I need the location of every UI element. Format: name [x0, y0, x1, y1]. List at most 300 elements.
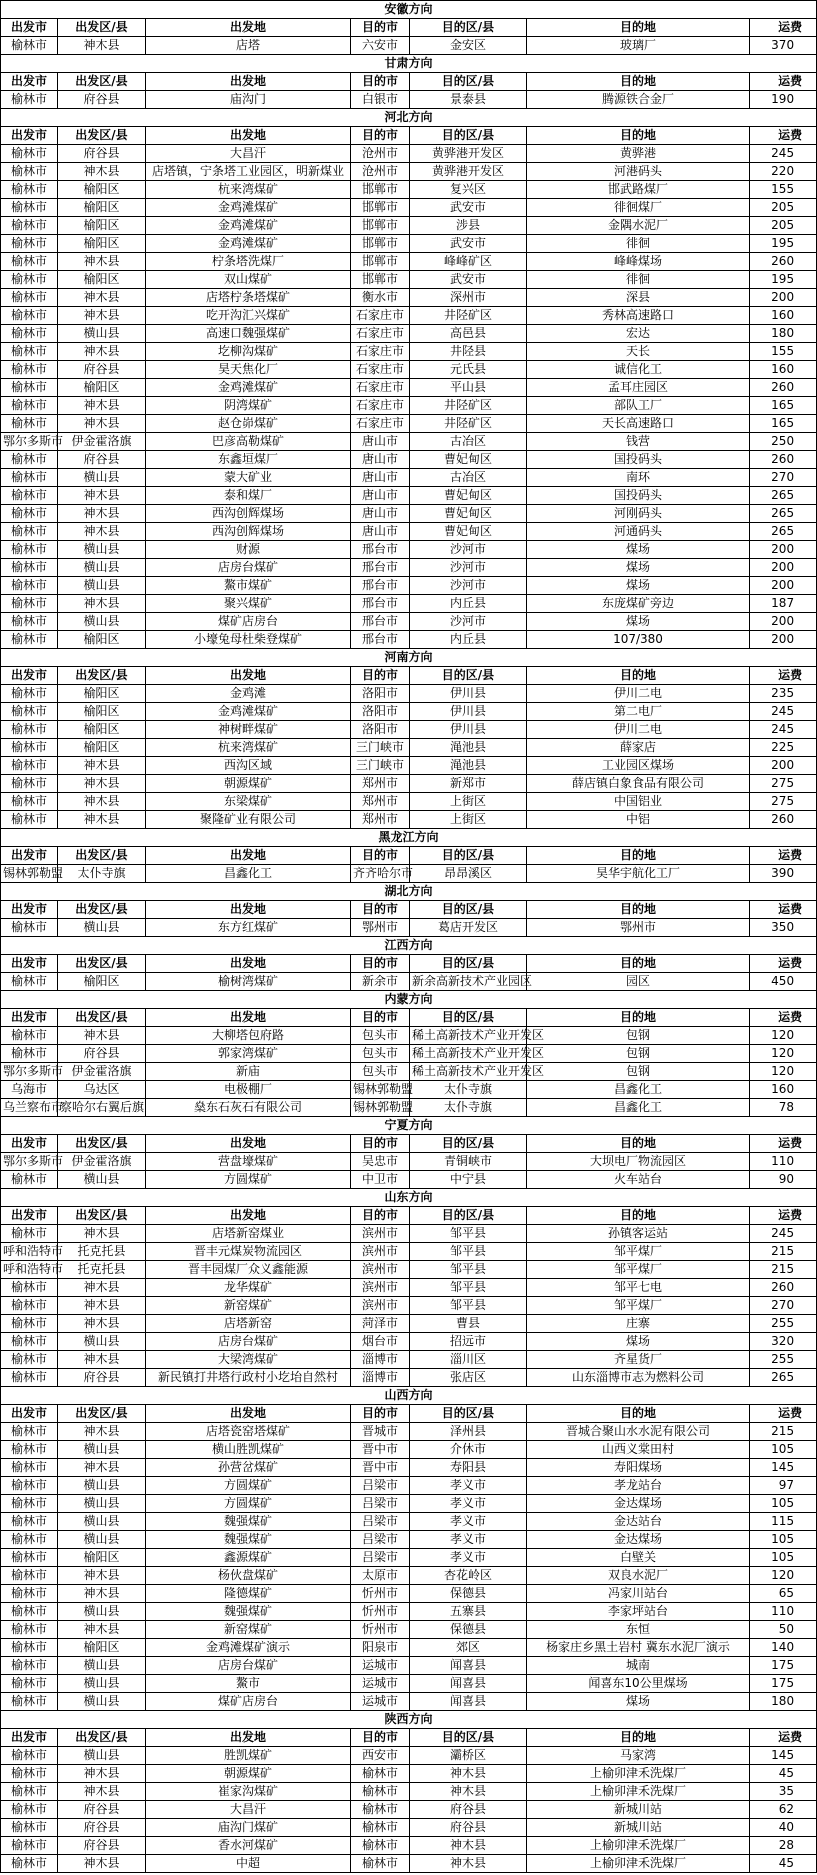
cell-origin-place: 方圆煤矿: [146, 1495, 351, 1513]
column-header-dest-district: 目的区/县: [410, 1009, 527, 1027]
cell-origin-place: 晋丰元煤炭物流园区: [146, 1243, 351, 1261]
cell-dest-place: 宏达: [527, 325, 750, 343]
cell-origin-city: 榆林市: [1, 1441, 58, 1459]
region-heading-row: [1, 1117, 817, 1135]
cell-freight-fee: 390: [750, 865, 817, 883]
cell-dest-place: 上榆卯津禾洗煤厂: [527, 1783, 750, 1801]
cell-origin-city: 榆林市: [1, 919, 58, 937]
cell-freight-fee: 140: [750, 1639, 817, 1657]
cell-dest-district: 闻喜县: [410, 1693, 527, 1711]
cell-origin-city: 榆林市: [1, 793, 58, 811]
column-header-dest-district: 目的区/县: [410, 19, 527, 37]
cell-dest-district: 五寨县: [410, 1603, 527, 1621]
cell-origin-place: 店房台煤矿: [146, 1657, 351, 1675]
cell-dest-city: 烟台市: [351, 1333, 410, 1351]
cell-freight-fee: 120: [750, 1063, 817, 1081]
column-header-origin-district: 出发区/县: [58, 847, 146, 865]
table-row: [1, 1459, 817, 1477]
cell-origin-place: 泰和煤厂: [146, 487, 351, 505]
cell-origin-district: 神木县: [58, 1585, 146, 1603]
table-row: [1, 145, 817, 163]
cell-dest-place: 伊川二电: [527, 721, 750, 739]
cell-dest-city: 唐山市: [351, 433, 410, 451]
cell-dest-city: 运城市: [351, 1675, 410, 1693]
cell-dest-district: 保德县: [410, 1585, 527, 1603]
column-header-origin-place: 出发地: [146, 667, 351, 685]
column-header-origin-city: 出发市: [1, 955, 58, 973]
column-header-origin-city: 出发市: [1, 127, 58, 145]
cell-origin-district: 神木县: [58, 1297, 146, 1315]
column-header-origin-city: 出发市: [1, 73, 58, 91]
cell-origin-city: 榆林市: [1, 1819, 58, 1837]
cell-origin-district: 神木县: [58, 523, 146, 541]
table-row: [1, 685, 817, 703]
cell-dest-place: 深县: [527, 289, 750, 307]
column-header-origin-city: 出发市: [1, 1207, 58, 1225]
cell-dest-place: 大坝电厂物流园区: [527, 1153, 750, 1171]
table-row: [1, 721, 817, 739]
cell-freight-fee: 28: [750, 1837, 817, 1855]
column-header-origin-place: 出发地: [146, 1009, 351, 1027]
cell-dest-district: 上街区: [410, 811, 527, 829]
cell-origin-district: 榆阳区: [58, 703, 146, 721]
cell-freight-fee: 90: [750, 1171, 817, 1189]
cell-origin-place: 鰲市: [146, 1675, 351, 1693]
region-heading-row: [1, 109, 817, 127]
cell-origin-place: 郭家湾煤矿: [146, 1045, 351, 1063]
cell-origin-place: 魏强煤矿: [146, 1513, 351, 1531]
column-header-freight-fee: 运费: [750, 901, 817, 919]
cell-dest-city: 西安市: [351, 1747, 410, 1765]
column-header-dest-city: 目的市: [351, 19, 410, 37]
table-row: [1, 1801, 817, 1819]
cell-freight-fee: 145: [750, 1747, 817, 1765]
cell-origin-district: 榆阳区: [58, 1549, 146, 1567]
column-header-freight-fee: 运费: [750, 1405, 817, 1423]
cell-dest-city: 滨州市: [351, 1261, 410, 1279]
cell-dest-city: 吕梁市: [351, 1495, 410, 1513]
cell-origin-district: 托克托县: [58, 1243, 146, 1261]
column-header-dest-city: 目的市: [351, 1729, 410, 1747]
cell-dest-district: 闻喜县: [410, 1675, 527, 1693]
cell-dest-place: 伊川二电: [527, 685, 750, 703]
table-row: [1, 1603, 817, 1621]
cell-origin-district: 榆阳区: [58, 271, 146, 289]
table-row: [1, 1513, 817, 1531]
cell-origin-district: 榆阳区: [58, 631, 146, 649]
cell-origin-city: 榆林市: [1, 1297, 58, 1315]
cell-origin-district: 榆阳区: [58, 1639, 146, 1657]
table-row: [1, 1549, 817, 1567]
cell-dest-place: 上榆卯津禾洗煤厂: [527, 1765, 750, 1783]
cell-dest-place: 煤场: [527, 1333, 750, 1351]
cell-dest-place: 冯家川站台: [527, 1585, 750, 1603]
cell-dest-city: 菏泽市: [351, 1315, 410, 1333]
cell-origin-city: 榆林市: [1, 1837, 58, 1855]
column-header-dest-city: 目的市: [351, 73, 410, 91]
column-header-origin-city: 出发市: [1, 19, 58, 37]
cell-origin-place: 店房台煤矿: [146, 559, 351, 577]
cell-dest-district: 内丘县: [410, 631, 527, 649]
cell-dest-place: 新城川站: [527, 1819, 750, 1837]
column-header-origin-district: 出发区/县: [58, 73, 146, 91]
cell-dest-district: 上街区: [410, 793, 527, 811]
cell-dest-city: 石家庄市: [351, 415, 410, 433]
region-heading-row: [1, 991, 817, 1009]
table-row: [1, 1279, 817, 1297]
cell-origin-city: 榆林市: [1, 1495, 58, 1513]
column-header-origin-place: 出发地: [146, 955, 351, 973]
column-header-dest-city: 目的市: [351, 667, 410, 685]
cell-dest-place: 河通码头: [527, 523, 750, 541]
cell-origin-place: 榆树湾煤矿: [146, 973, 351, 991]
cell-origin-district: 神木县: [58, 163, 146, 181]
cell-dest-place: 昌鑫化工: [527, 1081, 750, 1099]
column-header-origin-district: 出发区/县: [58, 1009, 146, 1027]
cell-origin-city: 呼和浩特市: [1, 1243, 58, 1261]
cell-origin-city: 鄂尔多斯市: [1, 1063, 58, 1081]
cell-origin-district: 府谷县: [58, 1045, 146, 1063]
cell-freight-fee: 155: [750, 181, 817, 199]
cell-origin-place: 双山煤矿: [146, 271, 351, 289]
cell-dest-place: 东恒: [527, 1621, 750, 1639]
cell-dest-place: 金达煤场: [527, 1531, 750, 1549]
cell-origin-place: 金鸡滩煤矿: [146, 217, 351, 235]
cell-dest-place: 园区: [527, 973, 750, 991]
column-header-dest-place: 目的地: [527, 847, 750, 865]
cell-origin-district: 横山县: [58, 1531, 146, 1549]
cell-dest-place: 第二电厂: [527, 703, 750, 721]
cell-dest-city: 滨州市: [351, 1297, 410, 1315]
cell-origin-district: 榆阳区: [58, 739, 146, 757]
cell-origin-district: 察哈尔右翼后旗: [58, 1099, 146, 1117]
cell-freight-fee: 215: [750, 1423, 817, 1441]
cell-dest-place: 煤场: [527, 559, 750, 577]
cell-origin-district: 太仆寺旗: [58, 865, 146, 883]
cell-dest-city: 六安市: [351, 37, 410, 55]
table-row: [1, 793, 817, 811]
cell-dest-city: 石家庄市: [351, 379, 410, 397]
cell-origin-district: 神木县: [58, 1783, 146, 1801]
cell-freight-fee: 200: [750, 577, 817, 595]
column-header-dest-place: 目的地: [527, 127, 750, 145]
table-row: [1, 91, 817, 109]
cell-origin-place: 庙沟门: [146, 91, 351, 109]
table-row: [1, 613, 817, 631]
table-row: [1, 217, 817, 235]
cell-origin-district: 神木县: [58, 1765, 146, 1783]
cell-dest-place: 齐星货厂: [527, 1351, 750, 1369]
table-row: [1, 1531, 817, 1549]
cell-dest-city: 新余市: [351, 973, 410, 991]
table-row: [1, 1333, 817, 1351]
cell-origin-city: 榆林市: [1, 145, 58, 163]
region-heading-row: [1, 883, 817, 901]
cell-origin-place: 孙营岔煤矿: [146, 1459, 351, 1477]
cell-origin-place: 巴彦高勒煤矿: [146, 433, 351, 451]
cell-origin-district: 横山县: [58, 1657, 146, 1675]
table-row: [1, 379, 817, 397]
cell-origin-place: 蒙大矿业: [146, 469, 351, 487]
cell-dest-place: 白壁关: [527, 1549, 750, 1567]
column-header-origin-city: 出发市: [1, 1135, 58, 1153]
cell-dest-city: 榆林市: [351, 1819, 410, 1837]
cell-freight-fee: 160: [750, 361, 817, 379]
cell-origin-city: 榆林市: [1, 181, 58, 199]
cell-origin-place: 新民镇打井塔行政村小圪坮自然村: [146, 1369, 351, 1387]
table-row: [1, 1099, 817, 1117]
cell-freight-fee: 120: [750, 1567, 817, 1585]
cell-origin-city: 榆林市: [1, 235, 58, 253]
table-row: [1, 1297, 817, 1315]
cell-origin-place: 赵仓峁煤矿: [146, 415, 351, 433]
cell-origin-city: 榆林市: [1, 397, 58, 415]
cell-origin-district: 府谷县: [58, 361, 146, 379]
table-row: [1, 1045, 817, 1063]
cell-origin-place: 金鸡滩煤矿: [146, 379, 351, 397]
column-header-dest-place: 目的地: [527, 667, 750, 685]
cell-dest-city: 太原市: [351, 1567, 410, 1585]
cell-dest-district: 淄川区: [410, 1351, 527, 1369]
cell-dest-place: 中铝: [527, 811, 750, 829]
region-title: 江西方向: [1, 937, 817, 955]
cell-dest-district: 青铜峡市: [410, 1153, 527, 1171]
cell-dest-place: 煤场: [527, 613, 750, 631]
table-row: [1, 1441, 817, 1459]
cell-dest-city: 邯郸市: [351, 253, 410, 271]
cell-origin-place: 昌鑫化工: [146, 865, 351, 883]
cell-origin-district: 神木县: [58, 1621, 146, 1639]
cell-dest-place: 玻璃厂: [527, 37, 750, 55]
cell-origin-city: 榆林市: [1, 199, 58, 217]
cell-dest-city: 滨州市: [351, 1243, 410, 1261]
cell-dest-place: 包钢: [527, 1027, 750, 1045]
column-header-origin-place: 出发地: [146, 1729, 351, 1747]
cell-dest-place: 东庞煤矿旁边: [527, 595, 750, 613]
cell-dest-place: 天长高速路口: [527, 415, 750, 433]
cell-dest-city: 邢台市: [351, 613, 410, 631]
cell-dest-district: 井陉县: [410, 343, 527, 361]
cell-dest-city: 邯郸市: [351, 235, 410, 253]
cell-origin-place: 店塔柠条塔煤矿: [146, 289, 351, 307]
cell-origin-district: 神木县: [58, 811, 146, 829]
cell-origin-place: 新窑煤矿: [146, 1297, 351, 1315]
cell-dest-place: 孟耳庄园区: [527, 379, 750, 397]
cell-dest-city: 郑州市: [351, 811, 410, 829]
cell-freight-fee: 160: [750, 307, 817, 325]
column-header-dest-city: 目的市: [351, 1009, 410, 1027]
cell-origin-city: 榆林市: [1, 1045, 58, 1063]
cell-dest-place: 包钢: [527, 1045, 750, 1063]
cell-dest-city: 吕梁市: [351, 1513, 410, 1531]
cell-origin-place: 聚隆矿业有限公司: [146, 811, 351, 829]
cell-origin-place: 西沟创辉煤场: [146, 505, 351, 523]
cell-dest-place: 腾源铁合金厂: [527, 91, 750, 109]
cell-origin-place: 香水河煤矿: [146, 1837, 351, 1855]
cell-origin-place: 龙华煤矿: [146, 1279, 351, 1297]
cell-dest-district: 元氏县: [410, 361, 527, 379]
column-header-origin-city: 出发市: [1, 1729, 58, 1747]
region-title: 河南方向: [1, 649, 817, 667]
column-header-dest-place: 目的地: [527, 19, 750, 37]
cell-freight-fee: 195: [750, 235, 817, 253]
cell-dest-district: 伊川县: [410, 703, 527, 721]
cell-origin-city: 榆林市: [1, 1315, 58, 1333]
column-header-dest-place: 目的地: [527, 1135, 750, 1153]
cell-origin-district: 神木县: [58, 1423, 146, 1441]
cell-origin-city: 榆林市: [1, 271, 58, 289]
region-title: 黑龙江方向: [1, 829, 817, 847]
cell-origin-place: 柠条塔洗煤厂: [146, 253, 351, 271]
cell-dest-city: 锡林郭勒盟: [351, 1099, 410, 1117]
cell-origin-district: 神木县: [58, 505, 146, 523]
column-header-dest-place: 目的地: [527, 1207, 750, 1225]
cell-dest-place: 河港码头: [527, 163, 750, 181]
cell-freight-fee: 350: [750, 919, 817, 937]
cell-origin-place: 东方红煤矿: [146, 919, 351, 937]
cell-dest-district: 复兴区: [410, 181, 527, 199]
cell-origin-city: 榆林市: [1, 1459, 58, 1477]
cell-dest-place: 金达站台: [527, 1513, 750, 1531]
cell-origin-place: 大昌汗: [146, 145, 351, 163]
cell-origin-place: 杨伙盘煤矿: [146, 1567, 351, 1585]
cell-origin-city: 榆林市: [1, 1801, 58, 1819]
cell-dest-city: 滨州市: [351, 1225, 410, 1243]
cell-origin-city: 榆林市: [1, 523, 58, 541]
cell-dest-district: 葛店开发区: [410, 919, 527, 937]
cell-dest-city: 邢台市: [351, 559, 410, 577]
table-row: [1, 181, 817, 199]
table-row: [1, 1477, 817, 1495]
cell-dest-place: 邹平煤厂: [527, 1243, 750, 1261]
cell-origin-place: 神树畔煤矿: [146, 721, 351, 739]
cell-dest-city: 唐山市: [351, 469, 410, 487]
cell-dest-district: 渑池县: [410, 739, 527, 757]
cell-freight-fee: 235: [750, 685, 817, 703]
cell-origin-place: 店塔瓷窑塔煤矿: [146, 1423, 351, 1441]
cell-freight-fee: 200: [750, 613, 817, 631]
cell-dest-place: 昌鑫化工: [527, 1099, 750, 1117]
table-row: [1, 1657, 817, 1675]
cell-origin-city: 榆林市: [1, 1567, 58, 1585]
cell-origin-place: 庙沟门煤矿: [146, 1819, 351, 1837]
cell-dest-city: 沧州市: [351, 163, 410, 181]
cell-dest-district: 稀土高新技术产业开发区: [410, 1027, 527, 1045]
cell-dest-city: 锡林郭勒盟: [351, 1081, 410, 1099]
cell-dest-city: 淄博市: [351, 1351, 410, 1369]
cell-dest-district: 渑池县: [410, 757, 527, 775]
cell-dest-city: 石家庄市: [351, 307, 410, 325]
cell-freight-fee: 165: [750, 415, 817, 433]
cell-origin-city: 榆林市: [1, 1027, 58, 1045]
cell-freight-fee: 320: [750, 1333, 817, 1351]
column-header-origin-district: 出发区/县: [58, 955, 146, 973]
cell-dest-city: 邢台市: [351, 595, 410, 613]
column-header-origin-place: 出发地: [146, 19, 351, 37]
cell-origin-place: 魏强煤矿: [146, 1603, 351, 1621]
cell-dest-district: 稀土高新技术产业开发区: [410, 1045, 527, 1063]
cell-freight-fee: 110: [750, 1603, 817, 1621]
cell-origin-district: 横山县: [58, 1495, 146, 1513]
table-row: [1, 37, 817, 55]
cell-dest-district: 峰峰矿区: [410, 253, 527, 271]
cell-dest-district: 杏花岭区: [410, 1567, 527, 1585]
column-header-dest-city: 目的市: [351, 1207, 410, 1225]
cell-dest-district: 府谷县: [410, 1819, 527, 1837]
table-row: [1, 1171, 817, 1189]
column-header-row: [1, 1405, 817, 1423]
cell-origin-district: 府谷县: [58, 145, 146, 163]
cell-dest-place: 上榆卯津禾洗煤厂: [527, 1855, 750, 1873]
cell-dest-district: 神木县: [410, 1837, 527, 1855]
cell-origin-city: 榆林市: [1, 361, 58, 379]
cell-origin-district: 府谷县: [58, 451, 146, 469]
table-row: [1, 271, 817, 289]
cell-freight-fee: 105: [750, 1531, 817, 1549]
cell-origin-city: 榆林市: [1, 1693, 58, 1711]
cell-origin-district: 神木县: [58, 1027, 146, 1045]
cell-origin-city: 榆林市: [1, 595, 58, 613]
cell-dest-district: 邹平县: [410, 1279, 527, 1297]
cell-origin-district: 府谷县: [58, 1837, 146, 1855]
cell-origin-city: 榆林市: [1, 1477, 58, 1495]
cell-origin-place: 金鸡滩煤矿: [146, 235, 351, 253]
cell-dest-place: 煤场: [527, 1693, 750, 1711]
column-header-dest-district: 目的区/县: [410, 955, 527, 973]
cell-origin-place: 店塔新窑煤业: [146, 1225, 351, 1243]
cell-dest-place: 徘徊: [527, 271, 750, 289]
cell-freight-fee: 265: [750, 505, 817, 523]
column-header-dest-district: 目的区/县: [410, 1135, 527, 1153]
cell-freight-fee: 195: [750, 271, 817, 289]
cell-dest-place: 孙镇客运站: [527, 1225, 750, 1243]
table-row: [1, 1855, 817, 1873]
table-row: [1, 163, 817, 181]
column-header-origin-district: 出发区/县: [58, 667, 146, 685]
cell-dest-district: 沙河市: [410, 541, 527, 559]
cell-origin-city: 榆林市: [1, 379, 58, 397]
table-row: [1, 199, 817, 217]
cell-dest-city: 榆林市: [351, 1783, 410, 1801]
cell-origin-city: 榆林市: [1, 1333, 58, 1351]
cell-dest-city: 邯郸市: [351, 181, 410, 199]
column-header-origin-district: 出发区/县: [58, 901, 146, 919]
cell-origin-district: 横山县: [58, 613, 146, 631]
cell-origin-district: 横山县: [58, 1441, 146, 1459]
cell-origin-city: 榆林市: [1, 757, 58, 775]
cell-origin-city: 榆林市: [1, 217, 58, 235]
cell-origin-place: 隆德煤矿: [146, 1585, 351, 1603]
cell-origin-place: 崔家沟煤矿: [146, 1783, 351, 1801]
cell-dest-city: 榆林市: [351, 1855, 410, 1873]
cell-freight-fee: 45: [750, 1855, 817, 1873]
region-heading-row: [1, 1387, 817, 1405]
table-row: [1, 1837, 817, 1855]
cell-dest-place: 马家湾: [527, 1747, 750, 1765]
region-heading-row: [1, 829, 817, 847]
cell-dest-city: 运城市: [351, 1657, 410, 1675]
cell-origin-city: 榆林市: [1, 1621, 58, 1639]
cell-freight-fee: 205: [750, 217, 817, 235]
cell-dest-district: 孝义市: [410, 1477, 527, 1495]
cell-origin-place: 店塔: [146, 37, 351, 55]
table-row: [1, 631, 817, 649]
cell-dest-district: 深州市: [410, 289, 527, 307]
cell-dest-district: 井陉矿区: [410, 307, 527, 325]
cell-freight-fee: 215: [750, 1261, 817, 1279]
cell-dest-city: 石家庄市: [351, 343, 410, 361]
cell-origin-district: 横山县: [58, 1747, 146, 1765]
